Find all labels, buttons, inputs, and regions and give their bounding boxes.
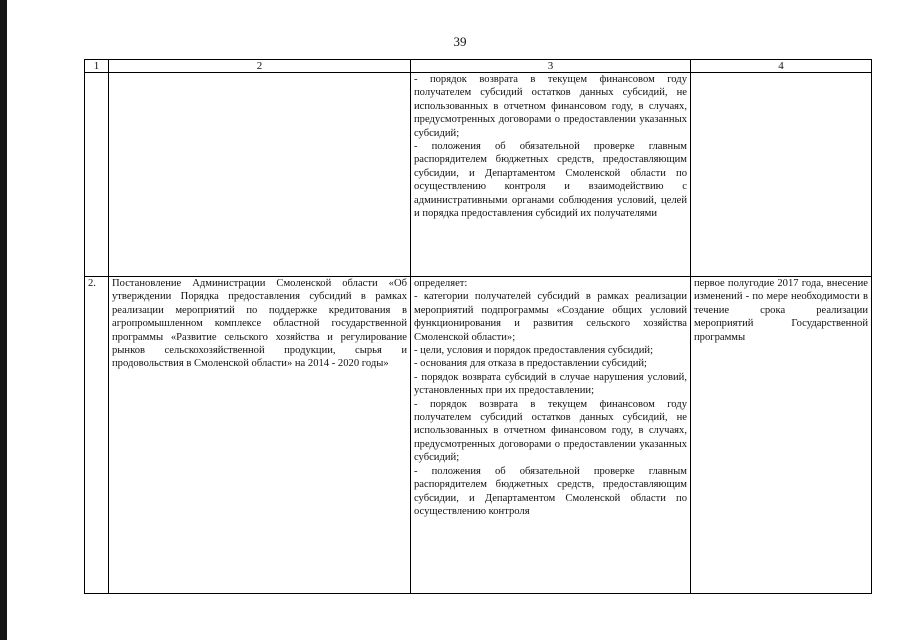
- row1-deadline: [691, 73, 872, 277]
- header-col-4: 4: [691, 60, 872, 73]
- row2-number: 2.: [85, 277, 109, 594]
- row2-document: Постановление Администрации Смоленской области «Об утверждении Порядка предоставления субсидий в рамках реализации мероприятий по поддержке кредитования в агропромышленном комплексе областной государственной программы «Развитие сельского хозяйства и регулирование рынков сельскохозяйственной продукции, сырья и продовольствия в Смоленской области» на 2014 - 2020 годы»: [109, 277, 411, 594]
- row1-content: [411, 73, 691, 277]
- row2-item: определяет:: [414, 278, 468, 289]
- header-row: [85, 60, 872, 73]
- row2-deadline: первое полугодие 2017 года, внесение изменений - по мере необходимости в течение срока реализации мероприятий Государственной программы: [691, 277, 872, 594]
- page-number: 39: [453, 34, 467, 49]
- row2-item: - порядок возврата в текущем финансовом году получателем субсидий остатков данных субсидий, не использованных в отчетном финансовом году, в случаях, предусмотренных договорами о предоставлении указанных субсидий;: [414, 398, 687, 464]
- row1-number: [85, 73, 109, 277]
- row2-item: - порядок возврата субсидий в случае нарушения условий, установленных при их предоставлении;: [414, 371, 687, 397]
- row2-content: [411, 277, 691, 594]
- table-row: [85, 277, 872, 594]
- header-col-3: 3: [411, 60, 691, 73]
- document-table: [84, 59, 872, 594]
- header-col-1: 1: [85, 60, 109, 73]
- row2-item: - положения об обязательной проверке главным распорядителем бюджетных средств, предоставляющим субсидии, и Департаментом Смоленской области по осуществлению контроля: [414, 465, 687, 517]
- row1-item: - порядок возврата в текущем финансовом году получателем субсидий остатков данных субсидий, не использованных в отчетном финансовом году, в случаях, предусмотренных договорами о предоставлении указанных субсидий;: [414, 74, 687, 139]
- row1-item: - положения об обязательной проверке главным распорядителем бюджетных средств, предоставляющим субсидии, и Департаментом Смоленской области по осуществлению контроля и взаимодействию с административными органами соблюдения условий, целей и порядка предоставления субсидий их получателями: [414, 141, 687, 220]
- row2-item: - цели, условия и порядок предоставления субсидий;: [414, 345, 654, 357]
- row2-item: - категории получателей субсидий в рамках реализации мероприятий подпрограммы «Создание общих условий функционирования и развития сельского хозяйства Смоленской области»;: [414, 291, 687, 343]
- scan-margin-bar: [0, 0, 7, 640]
- header-col-2: 2: [109, 60, 411, 73]
- table-row: [85, 73, 872, 277]
- row2-item: - основания для отказа в предоставлении субсидий;: [414, 358, 647, 370]
- row1-document: [109, 73, 411, 277]
